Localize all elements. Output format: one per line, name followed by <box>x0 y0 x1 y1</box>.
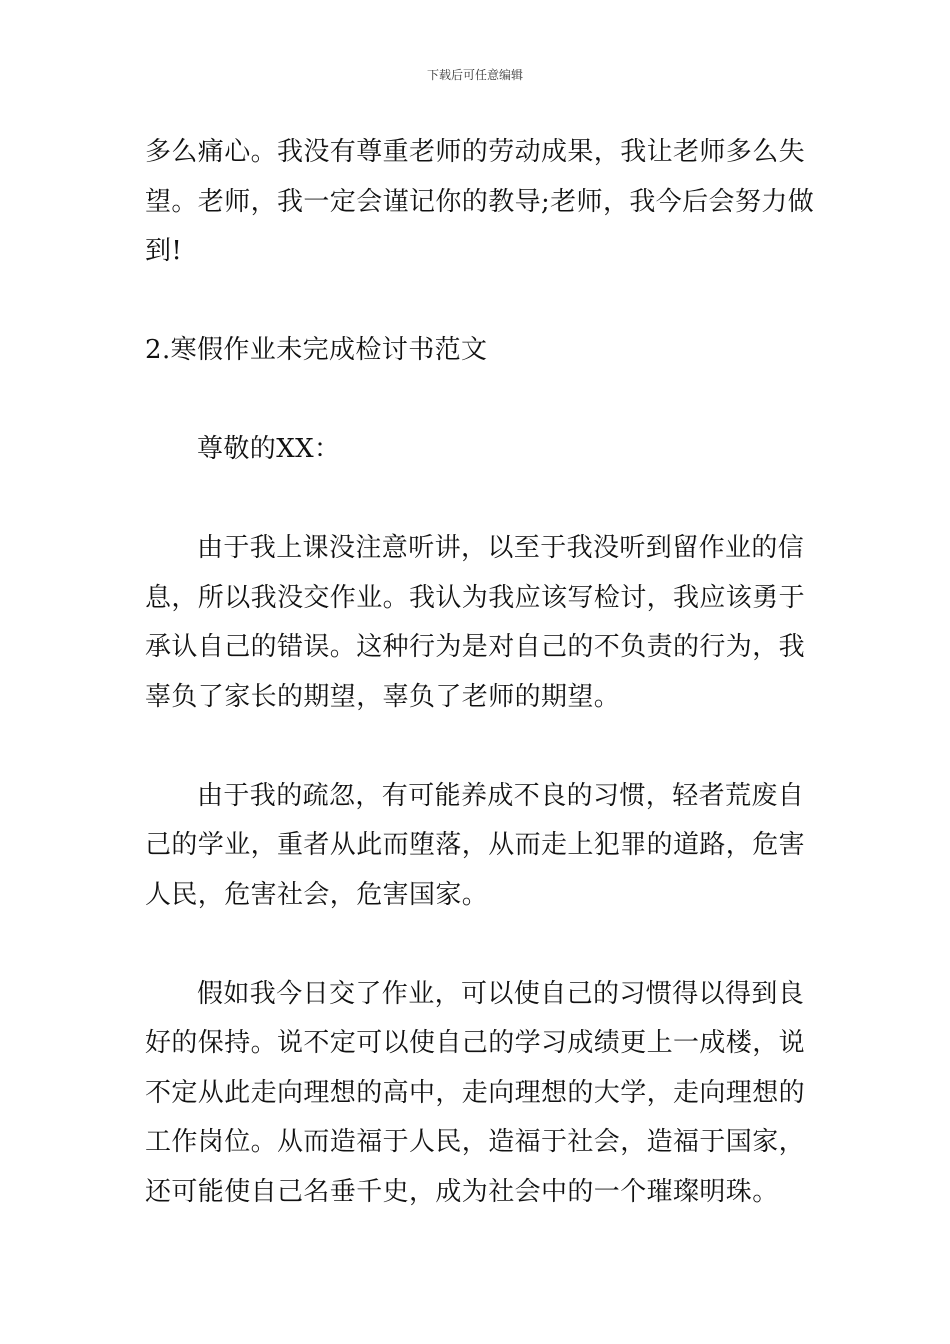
paragraph <box>145 970 810 1218</box>
paragraph <box>145 772 810 921</box>
text-line: 工作岗位。从而造福于人民，造福于社会，造福于国家， <box>145 1127 806 1157</box>
section-heading: 2.寒假作业未完成检讨书范文 <box>145 335 488 365</box>
salutation: 尊敬的XX： <box>197 434 341 464</box>
text-line: 到! <box>145 236 183 266</box>
text-line: 不定从此走向理想的高中，走向理想的大学，走向理想的 <box>145 1077 806 1108</box>
paragraph <box>145 524 810 722</box>
text-line: 由于我上课没注意听讲，以至于我没听到留作业的信 <box>197 533 805 563</box>
text-line: 由于我的疏忽，有可能养成不良的习惯，轻者荒废自 <box>197 780 805 811</box>
paragraph-continuation <box>145 128 815 277</box>
text-line: 假如我今日交了作业，可以使自己的习惯得以得到良 <box>197 978 805 1009</box>
text-line: 己的学业，重者从此而堕落，从而走上犯罪的道路，危害 <box>145 830 806 860</box>
text-line: 望。老师，我一定会谨记你的教导;老师，我今后会努力做 <box>145 186 815 217</box>
text-line: 多么痛心。我没有尊重老师的劳动成果，我让老师多么失 <box>145 137 806 167</box>
text-line: 人民，危害社会，危害国家。 <box>145 879 489 910</box>
text-line: 息，所以我没交作业。我认为我应该写检讨，我应该勇于 <box>145 582 806 613</box>
document-body <box>145 128 815 1217</box>
text-line: 辜负了家长的期望，辜负了老师的期望。 <box>145 681 621 712</box>
text-line: 还可能使自己名垂千史，成为社会中的一个璀璨明珠。 <box>145 1176 779 1207</box>
page-header: 下载后可任意编辑 <box>426 68 523 82</box>
text-line: 承认自己的错误。这种行为是对自己的不负责的行为，我 <box>145 632 806 662</box>
text-line: 好的保持。说不定可以使自己的学习成绩更上一成楼，说 <box>145 1028 806 1058</box>
